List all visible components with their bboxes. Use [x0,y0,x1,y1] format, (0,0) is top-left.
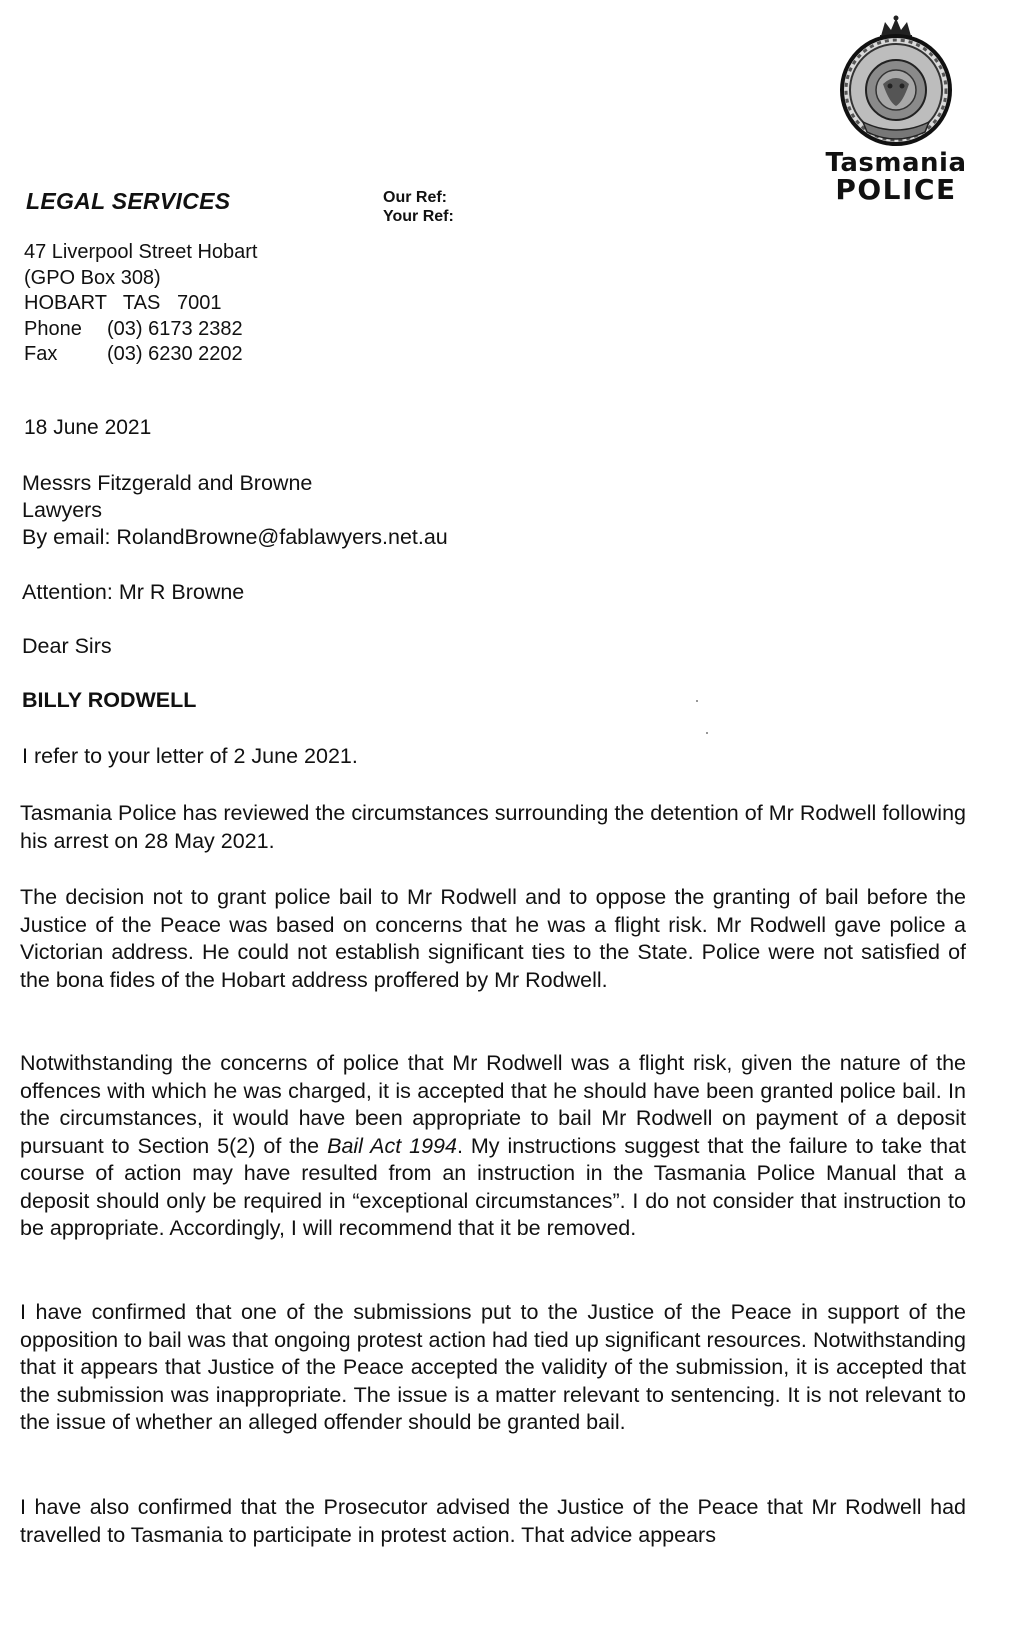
paragraph-2: The decision not to grant police bail to Mr Rodwell and to oppose the granting of bail before the Justice of the Peace was based on concerns that he was a flight risk. Mr Rodwell gave police a Victorian address. He could not establish significant ties to the State. Police were not satisfied of the bona fides of the Hobart address proffered by Mr Rodwell. [20,885,966,992]
recipient-org: Lawyers [22,498,103,522]
scan-speck [706,732,708,734]
scan-speck [696,700,698,702]
our-ref-label: Our Ref: [383,189,447,206]
paragraph-3-text-a: Notwithstanding the concerns of police that Mr Rodwell was a flight risk, given the nature of the offences with which he was charged, it is accepted that he should have been granted police bail. In the circumstances, it would have been appropriate to bail Mr Rodwell on payment of a deposit pursuant to Section 5(2) of the [20,1051,966,1158]
paragraph-3 [20,1050,966,1243]
recipient-block [22,470,448,551]
brand-line-2: POLICE [835,173,957,206]
address-city: HOBART TAS 7001 [24,292,222,314]
recipient-name: Messrs Fitzgerald and Browne [22,471,313,495]
sender-address [24,240,257,368]
brand-line-1: Tasmania [825,148,967,178]
salutation: Dear Sirs [22,634,112,658]
letter-date: 18 June 2021 [24,416,152,439]
tasmania-police-logo [806,14,986,204]
your-ref-label: Your Ref: [383,208,454,225]
police-seal-icon [833,14,959,146]
address-phone-row [24,317,257,343]
paragraph-3-text-b: . My instructions suggest that the failure to take that course of action may have resulted from an instruction in the Tasmania Police Manual that a deposit should only be required in “exceptional circumstances”. I do not consider that instruction to be appropriate. Accordingly, I will recommend that it be removed. [20,1133,966,1240]
intro-sentence: I refer to your letter of 2 June 2021. [22,744,358,768]
address-street: 47 Liverpool Street Hobart [24,241,258,263]
paragraph-4: I have confirmed that one of the submissions put to the Justice of the Peace in support of the opposition to bail was that ongoing protest action had tied up significant resources. Notwithstanding that it appears that Justice of the Peace accepted the validity of the submission, it is accepted that the submission was inappropriate. The issue is a matter relevant to sentencing. It is not relevant to the issue of whether an alleged offender should be granted bail. [20,1300,966,1434]
department-heading: LEGAL SERVICES [26,188,231,214]
paragraph-1: Tasmania Police has reviewed the circumstances surrounding the detention of Mr Rodwell following his arrest on 28 May 2021. [20,801,966,853]
recipient-email: By email: RolandBrowne@fablawyers.net.au [22,525,448,549]
phone-label: Phone [24,317,82,340]
paragraph-5: I have also confirmed that the Prosecutor advised the Justice of the Peace that Mr Rodwell had travelled to Tasmania to participate in protest action. That advice appears [20,1495,966,1547]
reference-block [383,188,454,226]
fax-number: (03) 6230 2202 [107,343,243,365]
bail-act-citation: Bail Act 1994 [327,1133,457,1158]
fax-label: Fax [24,343,58,365]
subject-heading: BILLY RODWELL [22,688,197,712]
address-fax-row [24,342,257,368]
phone-number: (03) 6173 2382 [107,317,243,340]
address-po-box: (GPO Box 308) [24,266,161,289]
attention-line: Attention: Mr R Browne [22,580,245,604]
